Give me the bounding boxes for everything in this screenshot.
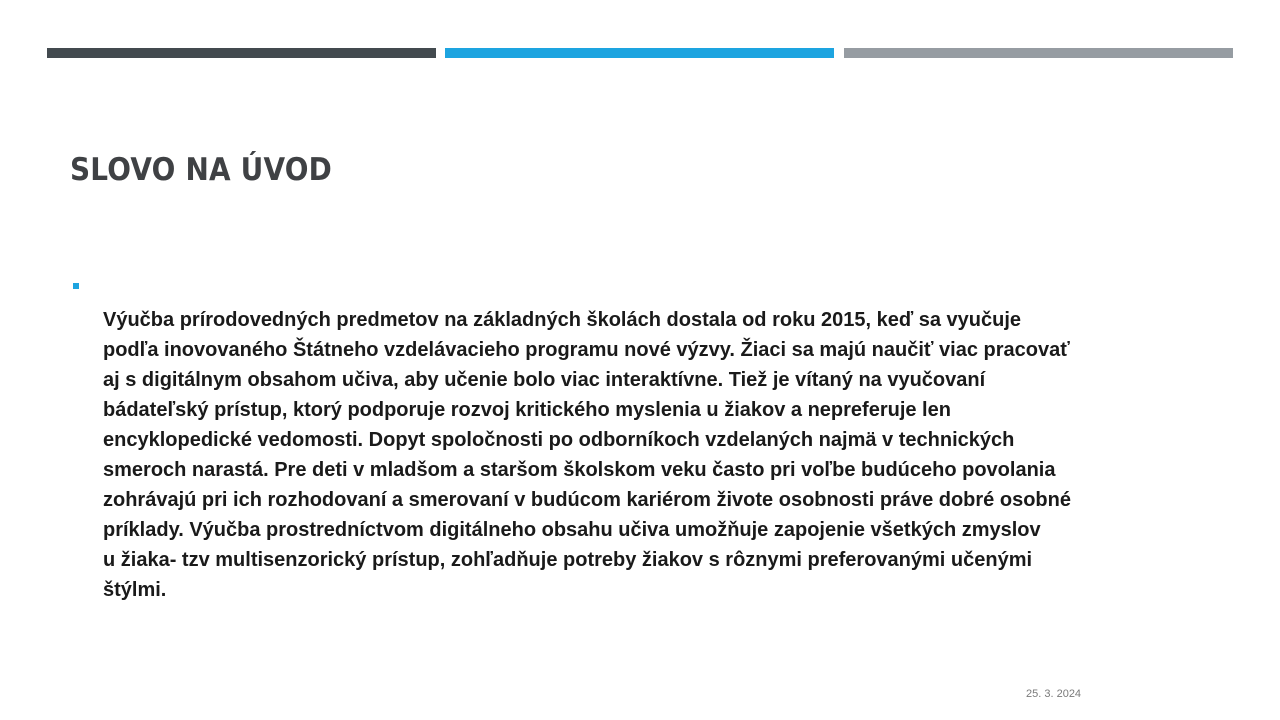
slide-date: 25. 3. 2024 <box>1026 688 1082 700</box>
slide-title: SLOVO NA ÚVOD <box>70 152 333 188</box>
accent-bar-blue <box>445 48 834 58</box>
accent-bar-gray <box>844 48 1233 58</box>
square-bullet-icon <box>73 283 79 289</box>
slide-body-text: Výučba prírodovedných predmetov na základných školách dostala od roku 2015, keď sa vyučuje podľa inovovaného Štátneho vzdelávacieho programu nové výzvy. Žiaci sa majú naučiť viac pracovať aj s digitálnym obsahom učiva, aby učenie bolo viac interaktívne. Tiež je vítaný na vyučovaní bádateľský prístup, ktorý podporuje rozvoj kritického myslenia u žiakov a nepreferuje len encyklopedické vedomosti. Dopyt spoločnosti po odborníkoch vzdelaných najmä v technických smeroch narastá. Pre deti v mladšom a staršom školskom veku často pri voľbe budúceho povolania zohrávajú pri ich rozhodovaní a smerovaní v budúcom kariérom živote osobnosti práve dobré osobné príklady. Výučba prostredníctvom digitálneho obsahu učiva umožňuje zapojenie všetkých zmyslov u žiaka- tzv multisenzorický prístup, zohľadňuje potreby žiakov s rôznymi preferovanými učenými štýlmi. <box>103 309 1071 601</box>
accent-bar-dark <box>47 48 436 58</box>
